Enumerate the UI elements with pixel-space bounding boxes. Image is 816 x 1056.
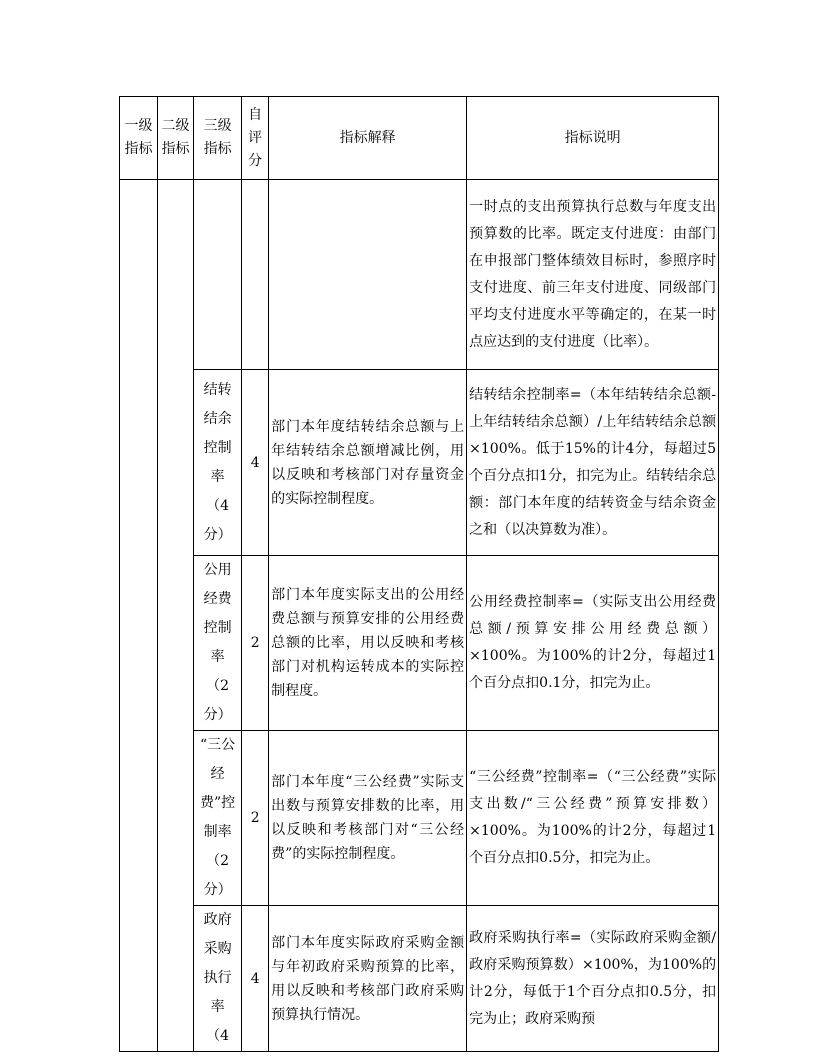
score-cell: 2: [242, 731, 269, 906]
level3-cell: [194, 180, 242, 370]
description-cell: 结转结余控制率=（本年结转结余总额-上年结转结余总额）/上年结转结余总额×100%。低于15%的计4分，每超过5个百分点扣1分，扣完为止。结转结余总额：部门本年度的结转资金与结余资金之和（以决算数为准）。: [467, 370, 719, 556]
explanation-cell: 部门本年度实际政府采购金额与年初政府采购预算的比率，用以反映和考核部门政府采购预算执行情况。: [269, 906, 467, 1052]
header-level2: 二级指标: [158, 97, 194, 180]
header-level1: 一级指标: [120, 97, 158, 180]
description-cell: 公用经费控制率=（实际支出公用经费总额/预算安排公用经费总额）×100%。为100%的计2分，每超过1个百分点扣0.1分，扣完为止。: [467, 556, 719, 731]
level3-cell: 结转结余控制率（4分）: [194, 370, 242, 556]
level3-cell: 公用经费控制率（2分）: [194, 556, 242, 731]
explanation-cell: 部门本年度结转结余总额与上年结转结余总额增减比例，用以反映和考核部门对存量资金的实际控制程度。: [269, 370, 467, 556]
level3-cell: “三公经费”控制率（2分）: [194, 731, 242, 906]
table-row: [120, 906, 719, 1052]
table-row: [120, 556, 719, 731]
header-explanation: 指标解释: [269, 97, 467, 180]
explanation-cell: [269, 180, 467, 370]
score-cell: [242, 180, 269, 370]
table-header-row: [120, 97, 719, 180]
level2-cell: [158, 180, 194, 1052]
header-description: 指标说明: [467, 97, 719, 180]
description-cell: 政府采购执行率=（实际政府采购金额/政府采购预算数）×100%，为100%的计2分，每低于1个百分点扣0.5分，扣完为止；政府采购预: [467, 906, 719, 1052]
score-cell: 4: [242, 906, 269, 1052]
table-row: [120, 370, 719, 556]
score-cell: 4: [242, 370, 269, 556]
description-cell: “三公经费”控制率=（“三公经费”实际支出数/“三公经费”预算安排数）×100%。为100%的计2分，每超过1个百分点扣0.5分，扣完为止。: [467, 731, 719, 906]
score-cell: 2: [242, 556, 269, 731]
table-row: [120, 180, 719, 370]
explanation-cell: 部门本年度实际支出的公用经费总额与预算安排的公用经费总额的比率，用以反映和考核部门对机构运转成本的实际控制程度。: [269, 556, 467, 731]
explanation-cell: 部门本年度“三公经费”实际支出数与预算安排数的比率，用以反映和考核部门对“三公经费”的实际控制程度。: [269, 731, 467, 906]
level3-cell: 政府采购执行率（4: [194, 906, 242, 1052]
header-self-score: 自评分: [242, 97, 269, 180]
description-cell: 一时点的支出预算执行总数与年度支出预算数的比率。既定支付进度：由部门在申报部门整体绩效目标时，参照序时支付进度、前三年支付进度、同级部门平均支付进度水平等确定的，在某一时点应达到的支付进度（比率）。: [467, 180, 719, 370]
table-row: [120, 731, 719, 906]
indicator-table: [119, 96, 719, 1052]
header-level3: 三级指标: [194, 97, 242, 180]
level1-cell: [120, 180, 158, 1052]
